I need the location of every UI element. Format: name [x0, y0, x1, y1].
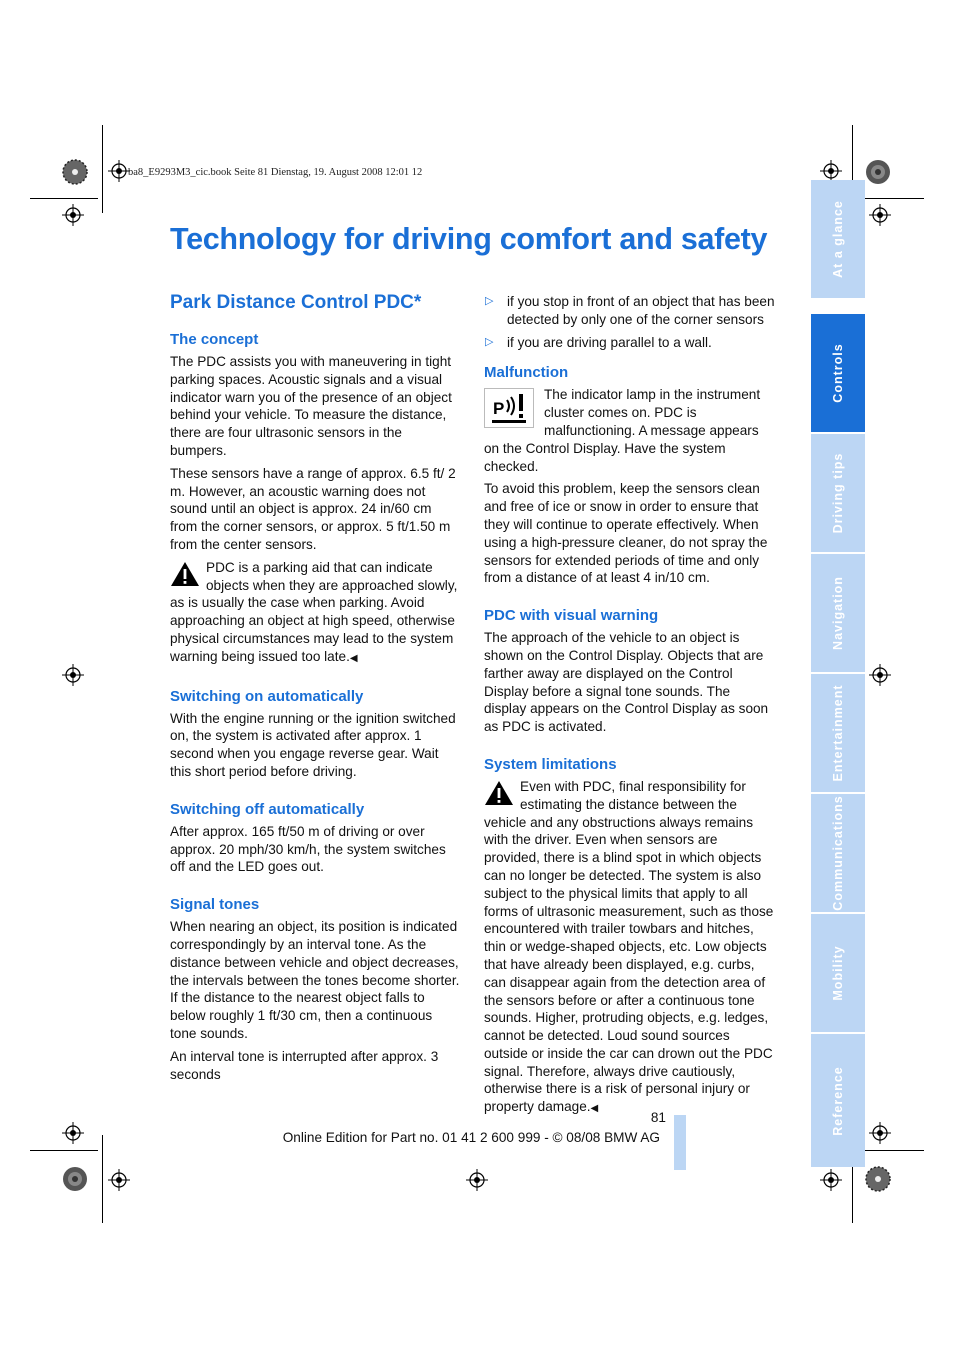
list-item: ▷ if you stop in front of an object that has been detected by only one of the corner sensors [484, 293, 776, 329]
signal-tones-paragraph: When nearing an object, its position is indicated correspondingly by an interval tone. As the distance between vehicle and object decreases, the intervals between the tones become shorter. If the distance to the nearest object falls to below roughly 1 ft/30 cm, then a continuous tone sounds. [170, 919, 460, 1041]
color-dial-icon [62, 1166, 88, 1192]
registration-mark-icon [869, 204, 891, 226]
left-column [170, 292, 462, 1088]
warning-triangle-icon [484, 779, 514, 807]
tab-communications[interactable]: Communications [811, 794, 865, 912]
registration-mark-icon [108, 160, 130, 182]
registration-mark-icon [820, 160, 842, 182]
crop-line [30, 1150, 98, 1151]
registration-mark-icon [62, 664, 84, 686]
concept-paragraph: These sensors have a range of approx. 6.5 ft/ 2 m. However, an acoustic warning does not sound until an object is approx. 24 in/60 cm from the corner sensors, or approx. 5 ft/1.50 m from the center sensors. [170, 465, 456, 552]
concept-warning-text: PDC is a parking aid that can indicate objects when they are approached slowly, as is usually the case when parking. Avoid approaching an object at high speed, otherwise physical circumstances may lead to the system warning being issued too late. [170, 559, 458, 664]
tab-controls[interactable]: Controls [811, 314, 865, 432]
signal-tones-paragraph: An interval tone is interrupted after approx. 3 seconds [170, 1048, 439, 1082]
malfunction-text: The indicator lamp in the instrument cluster comes on. PDC is malfunctioning. A message appears on the Control Display. Have the system checked. [484, 387, 761, 474]
concept-heading: The concept [170, 331, 259, 348]
bullet-list [484, 293, 776, 351]
tab-entertainment[interactable]: Entertainment [811, 674, 865, 792]
color-dial-icon [865, 159, 891, 185]
visual-warning-heading: PDC with visual warning [484, 607, 659, 625]
malfunction-paragraph: To avoid this problem, keep the sensors clean and free of ice or snow in order to ensure that they will continue to operate effectively. When using a high-pressure cleaner, do not spray the sensors for extended periods of time and only from a distance of at least 4 in/10 cm. [484, 481, 768, 586]
chapter-tabs [811, 180, 865, 1167]
pdc-indicator-icon [484, 388, 534, 428]
switching-off-text: After approx. 165 ft/50 m of driving or over approx. 20 mph/30 km/h, the system switches off and the LED goes out. [170, 823, 446, 875]
tab-navigation[interactable]: Navigation [811, 554, 865, 672]
tab-at-a-glance[interactable]: At a glance [811, 180, 865, 298]
tab-reference[interactable]: Reference [811, 1034, 865, 1167]
concept-warning [170, 559, 462, 668]
signal-tones-heading: Signal tones [170, 896, 260, 914]
registration-mark-icon [62, 204, 84, 226]
footer-bar [674, 1115, 686, 1170]
system-limitations-warning [484, 778, 776, 1118]
header-note: ba8_E9293M3_cic.book Seite 81 Dienstag, 19. August 2008 12:01 12 [128, 167, 423, 178]
page-title: Technology for driving comfort and safety [170, 222, 768, 256]
edition-note: Online Edition for Part no. 01 41 2 600 999 - © 08/08 BMW AG [282, 1130, 660, 1145]
switching-on-heading: Switching on automatically [170, 687, 364, 705]
crop-line [102, 1135, 103, 1223]
color-dial-icon [865, 1166, 891, 1192]
system-limitations-text: Even with PDC, final responsibility for estimating the distance between the vehicle and any obstructions always remains with the driver. Even when sensors are provided, there is a blind spot in which objects can no longer be detected. The system is also subject to the physical limits that apply to all forms of ultrasonic measurement, such as those encountered with trailer towbars and hitches, thin or wedge-shaped objects, etc. Low objects that have already been displayed, e.g. curbs, can disappear again from the detection area of the sensors before or after a continuous tone sounds. Higher, protruding objects, e.g. ledges, cannot be detected. Loud sound sources outside or inside the car can drown out the PDC signal. Therefore, always drive cautiously, otherwise there is a risk of personal injury or property damage. [484, 778, 774, 1115]
registration-mark-icon [108, 1169, 130, 1191]
crop-line [30, 198, 98, 199]
end-mark-icon: ◀ [349, 652, 358, 664]
registration-mark-icon [820, 1169, 842, 1191]
registration-mark-icon [466, 1169, 488, 1191]
system-limitations-heading: System limitations [484, 755, 617, 773]
right-column [484, 293, 776, 1123]
page-number: 81 [650, 1110, 666, 1125]
registration-mark-icon [869, 1122, 891, 1144]
switching-on-text: With the engine running or the ignition switched on, the system is activated after approx. 1 second when you engage reverse gear. Wait this short period before driving. [170, 710, 456, 779]
crop-line [858, 1150, 924, 1151]
concept-paragraph: The PDC assists you with maneuvering in tight parking spaces. Acoustic signals and a visual indicator warn you of the presence of an object behind your vehicle. To measure the distance, there are four ultrasonic sensors in the bumpers. [170, 354, 452, 458]
registration-mark-icon [869, 664, 891, 686]
color-dial-icon [62, 159, 88, 185]
warning-triangle-icon [170, 560, 200, 588]
list-item: ▷ if you are driving parallel to a wall. [484, 334, 776, 352]
crop-line [102, 125, 103, 213]
malfunction-paragraph [484, 386, 776, 475]
crop-line [858, 198, 924, 199]
section-title: Park Distance Control PDC* [170, 292, 422, 313]
tab-driving-tips[interactable]: Driving tips [811, 434, 865, 552]
end-mark-icon: ◀ [590, 1103, 599, 1115]
pdc-indicator-symbol: P [493, 399, 505, 419]
visual-warning-text: The approach of the vehicle to an object is shown on the Control Display. Objects that are farther away are displayed on the Control Display before a signal tone sounds. The display appears on the Control Display as soon as PDC is activated. [484, 630, 769, 735]
tab-mobility[interactable]: Mobility [811, 914, 865, 1032]
switching-off-heading: Switching off automatically [170, 800, 365, 818]
registration-mark-icon [62, 1122, 84, 1144]
malfunction-heading: Malfunction [484, 364, 569, 382]
